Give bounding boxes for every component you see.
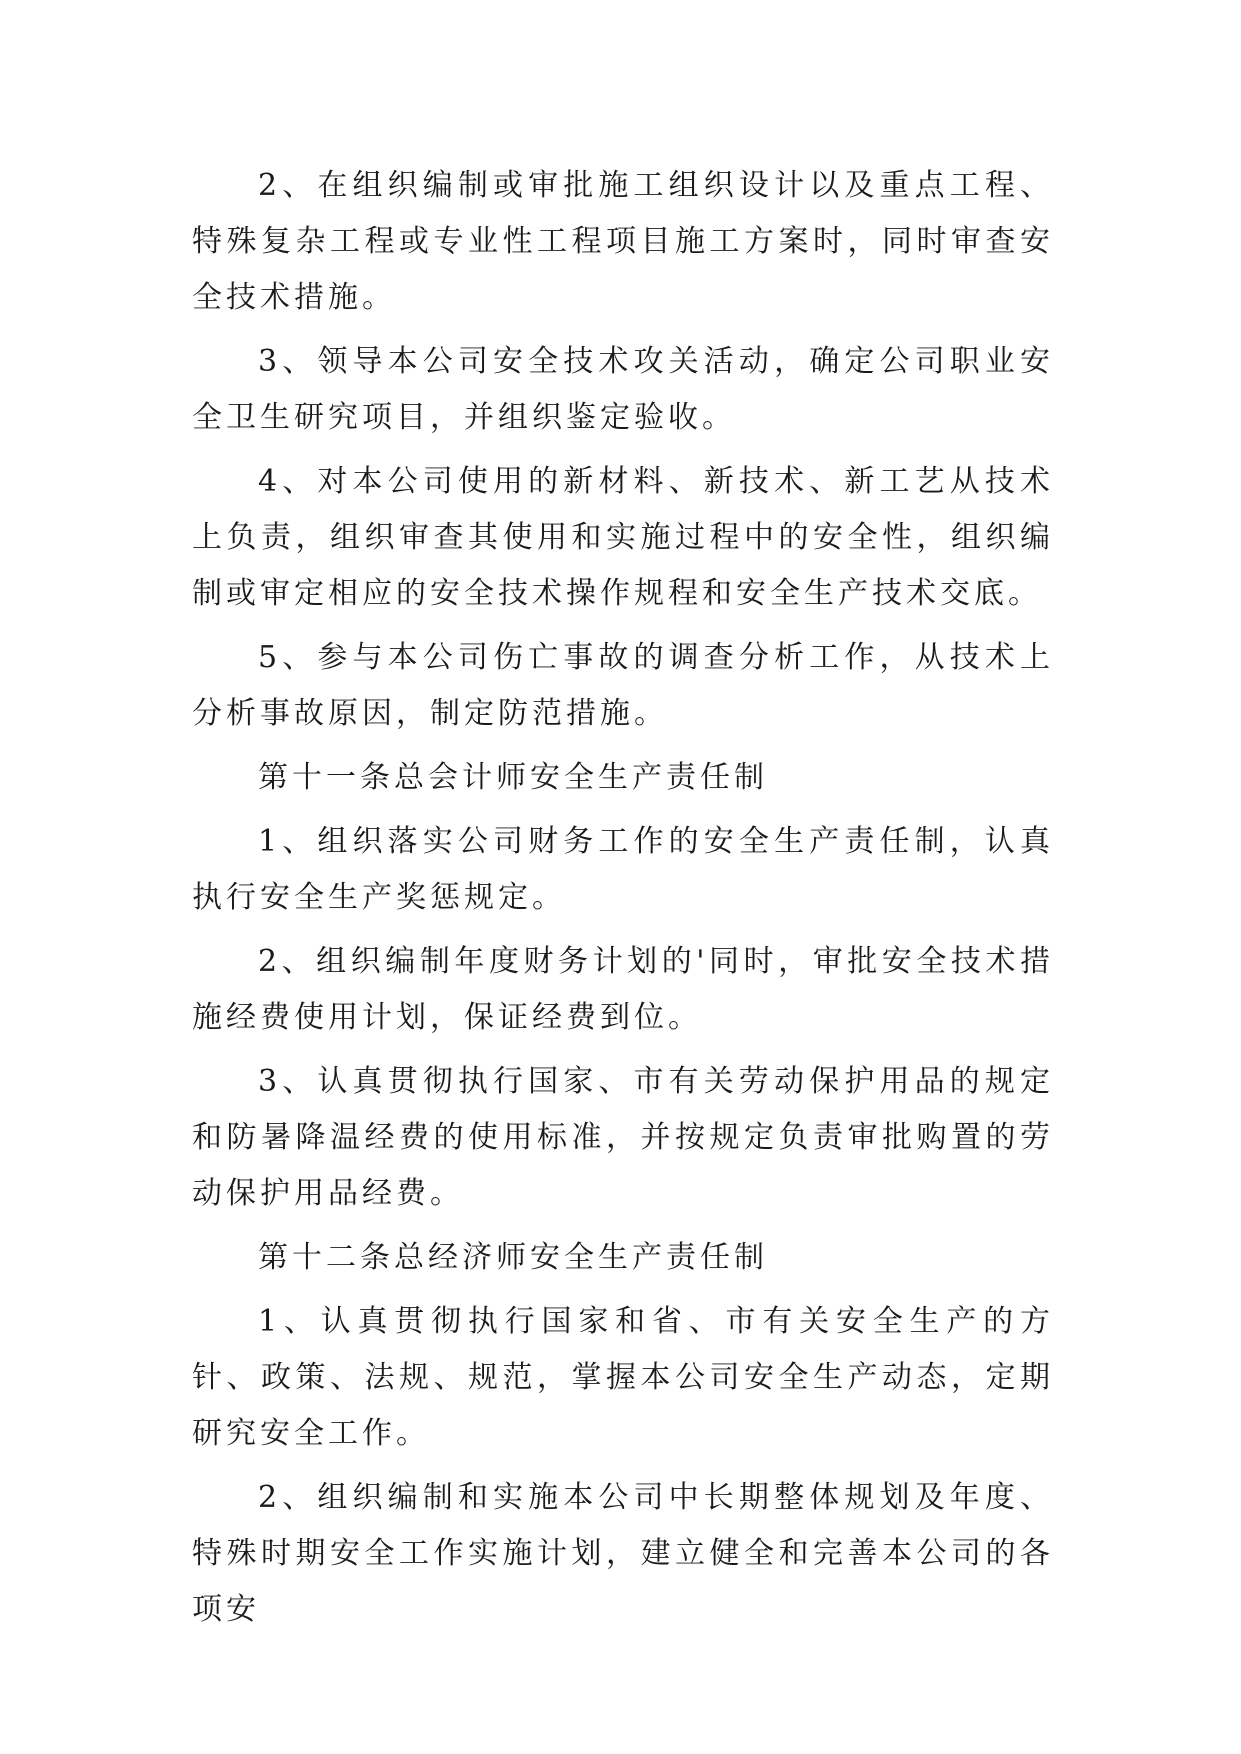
document-body [192,158,1054,1646]
section-heading-article-11: 第十一条总会计师安全生产责任制 [258,760,768,795]
section-heading-article-12: 第十二条总经济师安全生产责任制 [258,1240,768,1275]
paragraph-item-4-new-materials: 4、对本公司使用的新材料、新技术、新工艺从技术上负责，组织审查其使用和实施过程中的安全性，组织编制或审定相应的安全技术操作规程和安全生产技术交底。 [192,464,1054,611]
paragraph-article-11-item-1: 1、组织落实公司财务工作的安全生产责任制，认真执行安全生产奖惩规定。 [192,824,1054,915]
paragraph-item-5-accident-analysis: 5、参与本公司伤亡事故的调查分析工作，从技术上分析事故原因，制定防范措施。 [192,640,1054,731]
paragraph-article-12-item-2: 2、组织编制和实施本公司中长期整体规划及年度、特殊时期安全工作实施计划，建立健全和完善本公司的各项安 [192,1480,1054,1627]
paragraph-article-11-item-2: 2、组织编制年度财务计划的'同时，审批安全技术措施经费使用计划，保证经费到位。 [192,944,1054,1035]
paragraph-article-11-item-3: 3、认真贯彻执行国家、市有关劳动保护用品的规定和防暑降温经费的使用标准，并按规定负责审批购置的劳动保护用品经费。 [192,1064,1054,1211]
paragraph-article-12-item-1: 1、认真贯彻执行国家和省、市有关安全生产的方针、政策、法规、规范，掌握本公司安全生产动态，定期研究安全工作。 [192,1304,1054,1451]
paragraph-item-3-safety-research: 3、领导本公司安全技术攻关活动，确定公司职业安全卫生研究项目，并组织鉴定验收。 [192,344,1054,435]
paragraph-item-2-review-plans: 2、在组织编制或审批施工组织设计以及重点工程、特殊复杂工程或专业性工程项目施工方案时，同时审查安全技术措施。 [192,168,1054,315]
